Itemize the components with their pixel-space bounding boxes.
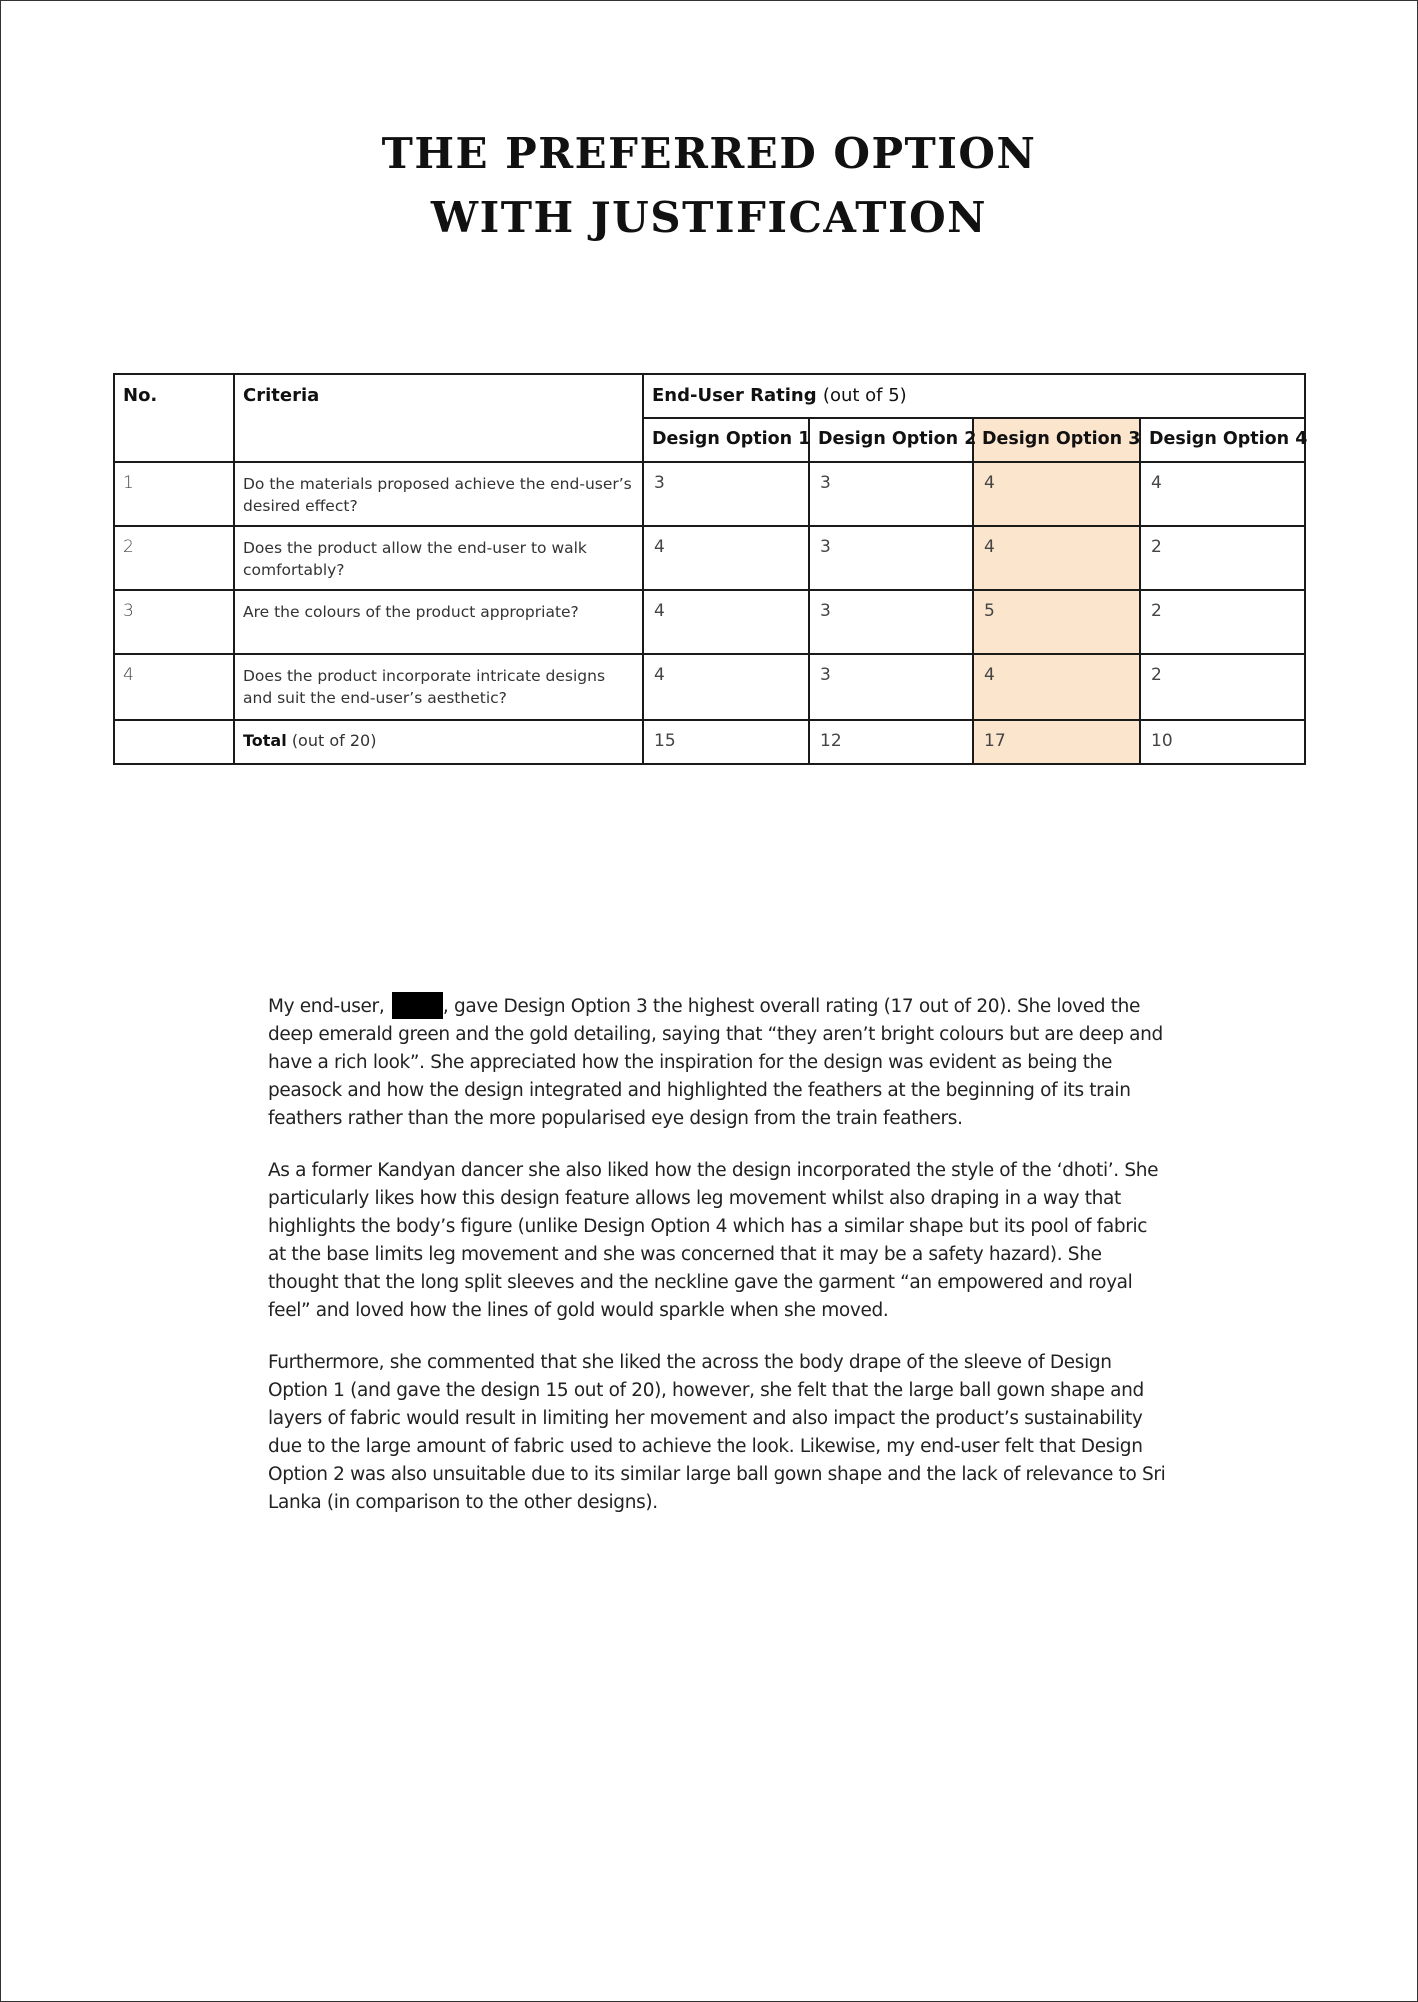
row-criteria: Does the product allow the end-user to walk comfortably? [234,526,643,590]
rating-option-4: 4 [1140,462,1305,526]
rating-option-3: 4 [973,654,1140,720]
header-rating-bold: End-User Rating [652,385,817,406]
total-option-1: 15 [643,720,809,764]
total-option-2: 12 [809,720,973,764]
row-number: 2 [114,526,234,590]
table-row [114,462,1305,526]
rating-option-3: 4 [973,526,1140,590]
row-number: 4 [114,654,234,720]
total-label-bold: Total [243,731,287,750]
rating-option-3: 5 [973,590,1140,654]
table-row [114,590,1305,654]
header-design-option-4: Design Option 4 [1140,418,1305,462]
paragraph-1-rest: , gave Design Option 3 the highest overall rating (17 out of 20). She loved the deep emerald green and the gold detailing, saying that “they aren’t bright colours but are deep and have a rich look”. She appreciated how the inspiration for the design was evident as being the peasock and how the design integrated and highlighted the feathers at the beginning of its train feathers rather than the more popularised eye design from the train feathers. [268,996,1163,1129]
paragraph-1 [268,992,1168,1133]
total-label-note: (out of 20) [291,731,377,750]
row-number: 1 [114,462,234,526]
table-row [114,526,1305,590]
rating-option-1: 4 [643,526,809,590]
total-label [234,720,643,764]
row-criteria: Does the product incorporate intricate designs and suit the end-user’s aesthetic? [234,654,643,720]
table-total-row [114,720,1305,764]
rating-option-4: 2 [1140,526,1305,590]
paragraph-3: Furthermore, she commented that she liked the across the body drape of the sleeve of Design Option 1 (and gave the design 15 out of 20), however, she felt that the large ball gown shape and layers of fabric would result in limiting her movement and also impact the product’s sustainability due to the large amount of fabric used to achieve the look. Likewise, my end-user felt that Design Option 2 was also unsuitable due to its similar large ball gown shape and the lack of relevance to Sri Lanka (in comparison to the other designs). [268,1352,1166,1513]
row-criteria: Are the colours of the product appropriate? [234,590,643,654]
table-row [114,654,1305,720]
row-number: 3 [114,590,234,654]
page-title [0,122,1418,250]
rating-option-4: 2 [1140,654,1305,720]
rating-option-1: 4 [643,654,809,720]
redacted-name [392,992,443,1019]
title-line-1: THE PREFERRED OPTION [381,129,1037,178]
rating-option-1: 3 [643,462,809,526]
rating-option-2: 3 [809,462,973,526]
total-option-3: 17 [973,720,1140,764]
rating-option-4: 2 [1140,590,1305,654]
rating-option-2: 3 [809,654,973,720]
header-rating-note: (out of 5) [822,385,907,406]
total-number-blank [114,720,234,764]
header-end-user-rating [643,374,1305,418]
header-design-option-1: Design Option 1 [643,418,809,462]
header-design-option-3: Design Option 3 [973,418,1140,462]
total-option-4: 10 [1140,720,1305,764]
rating-option-2: 3 [809,590,973,654]
header-design-option-2: Design Option 2 [809,418,973,462]
rating-option-3: 4 [973,462,1140,526]
paragraph-1-start: My end-user, [268,996,385,1017]
header-criteria: Criteria [234,374,643,462]
row-criteria: Do the materials proposed achieve the end-user’s desired effect? [234,462,643,526]
title-line-2: WITH JUSTIFICATION [430,193,988,242]
rating-option-2: 3 [809,526,973,590]
justification-text [268,992,1168,1541]
header-no: No. [114,374,234,462]
paragraph-2: As a former Kandyan dancer she also liked how the design incorporated the style of the ‘dhoti’. She particularly likes how this design feature allows leg movement whilst also draping in a way that highlights the body’s figure (unlike Design Option 4 which has a similar shape but its pool of fabric at the base limits leg movement and she was concerned that it may be a safety hazard). She thought that the long split sleeves and the neckline gave the garment “an empowered and royal feel” and loved how the lines of gold would sparkle when she moved. [268,1160,1159,1321]
rating-option-1: 4 [643,590,809,654]
ratings-table [113,373,1306,765]
table-header-row [114,374,1305,418]
